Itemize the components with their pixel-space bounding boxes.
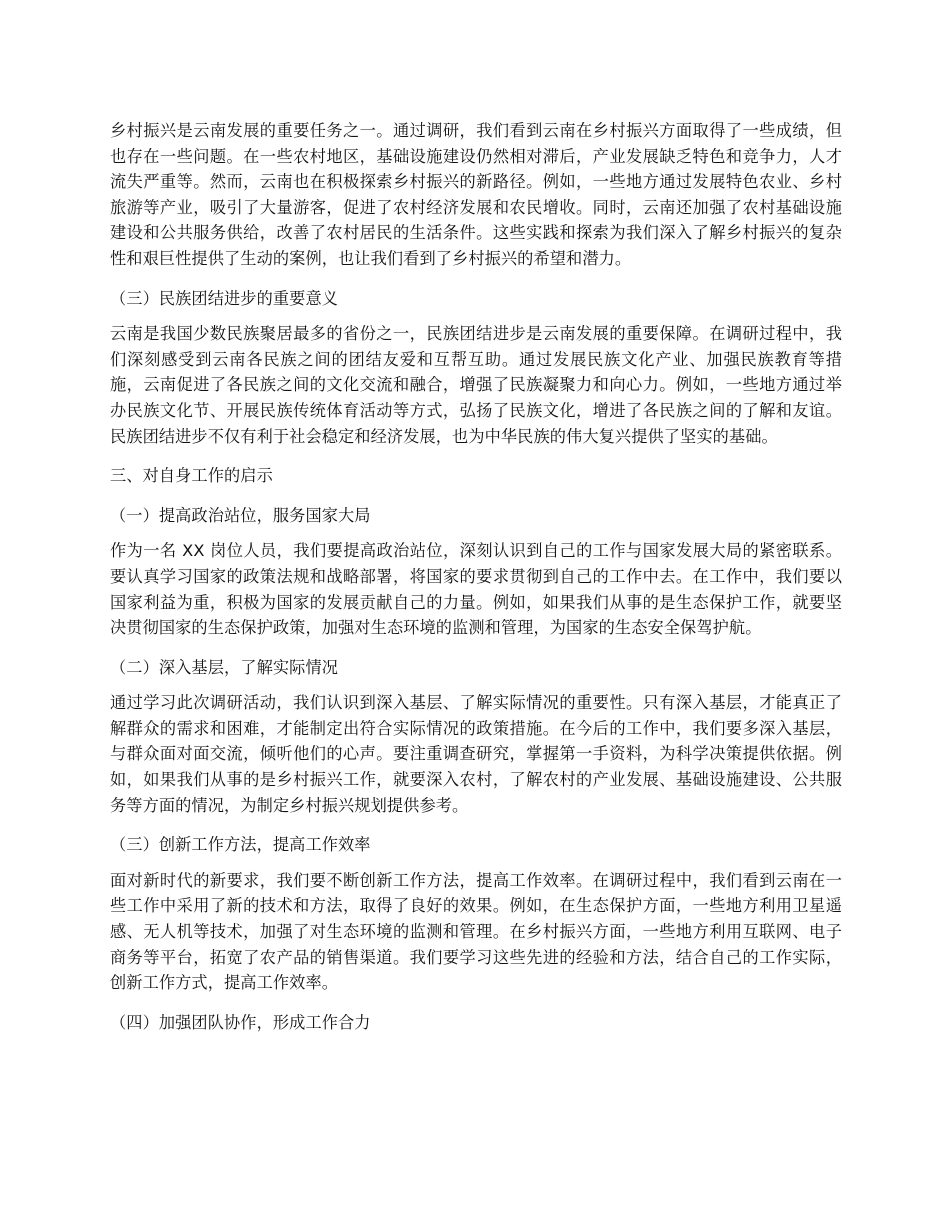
heading-teamwork: （四）加强团队协作，形成工作合力 <box>110 1012 371 1032</box>
heading-ethnic-unity: （三）民族团结进步的重要意义 <box>110 288 339 308</box>
document-body <box>110 118 842 1045</box>
paragraph-ethnic-unity: 云南是我国少数民族聚居最多的省份之一，民族团结进步是云南发展的重要保障。在调研过程中，我们深刻感受到云南各民族之间的团结友爱和互帮互助。通过发展民族文化产业、加强民族教育等措施，云南促进了各民族之间的文化交流和融合，增强了民族凝聚力和向心力。例如，一些地方通过举办民族文化节、开展民族传统体育活动等方式，弘扬了民族文化，增进了各民族之间的了解和友谊。民族团结进步不仅有利于社会稳定和经济发展，也为中华民族的伟大复兴提供了坚实的基础。 <box>110 324 842 446</box>
heading-section-three: 三、对自身工作的启示 <box>110 466 273 486</box>
content-block <box>110 118 842 272</box>
paragraph-innovation: 面对新时代的新要求，我们要不断创新工作方法，提高工作效率。在调研过程中，我们看到云南在一些工作中采用了新的技术和方法，取得了良好的效果。例如，在生态保护方面，一些地方利用卫星遥感、无人机等技术，加强了对生态环境的监测和管理。在乡村振兴方面，一些地方利用互联网、电子商务等平台，拓宽了农产品的销售渠道。我们要学习这些先进的经验和方法，结合自己的工作实际，创新工作方式，提高工作效率。 <box>110 870 842 993</box>
paragraph-political-standing: 作为一名 XX 岗位人员，我们要提高政治站位，深刻认识到自己的工作与国家发展大局的紧密联系。要认真学习国家的政策法规和战略部署，将国家的要求贯彻到自己的工作中去。在工作中，我们要以国家利益为重，积极为国家的发展贡献自己的力量。例如，如果我们从事的是生态保护工作，就要坚决贯彻国家的生态保护政策，加强对生态环境的监测和管理，为国家的生态安全保驾护航。 <box>110 541 842 638</box>
content-block <box>110 538 842 640</box>
content-block <box>110 655 842 681</box>
heading-grassroots: （二）深入基层，了解实际情况 <box>110 657 339 677</box>
content-block <box>110 1010 842 1036</box>
content-block <box>110 463 842 489</box>
content-block <box>110 321 842 449</box>
content-block <box>110 868 842 996</box>
content-block <box>110 832 842 858</box>
content-block <box>110 286 842 312</box>
paragraph-grassroots: 通过学习此次调研活动，我们认识到深入基层、了解实际情况的重要性。只有深入基层，才能真正了解群众的需求和困难，才能制定出符合实际情况的政策措施。在今后的工作中，我们要多深入基层，与群众面对面交流，倾听他们的心声。要注重调查研究，掌握第一手资料，为科学决策提供依据。例如，如果我们从事的是乡村振兴工作，就要深入农村，了解农村的产业发展、基础设施建设、公共服务等方面的情况，为制定乡村振兴规划提供参考。 <box>110 693 842 815</box>
heading-innovation: （三）创新工作方法，提高工作效率 <box>110 835 371 855</box>
heading-political-standing: （一）提高政治站位，服务国家大局 <box>110 505 371 525</box>
content-block <box>110 690 842 818</box>
content-block <box>110 503 842 529</box>
paragraph-rural-revitalization: 乡村振兴是云南发展的重要任务之一。通过调研，我们看到云南在乡村振兴方面取得了一些成绩，但也存在一些问题。在一些农村地区，基础设施建设仍然相对滞后，产业发展缺乏特色和竞争力，人才流失严重等。然而，云南也在积极探索乡村振兴的新路径。例如，一些地方通过发展特色农业、乡村旅游等产业，吸引了大量游客，促进了农村经济发展和农民增收。同时，云南还加强了农村基础设施建设和公共服务供给，改善了农村居民的生活条件。这些实践和探索为我们深入了解乡村振兴的复杂性和艰巨性提供了生动的案例，也让我们看到了乡村振兴的希望和潜力。 <box>110 121 842 268</box>
